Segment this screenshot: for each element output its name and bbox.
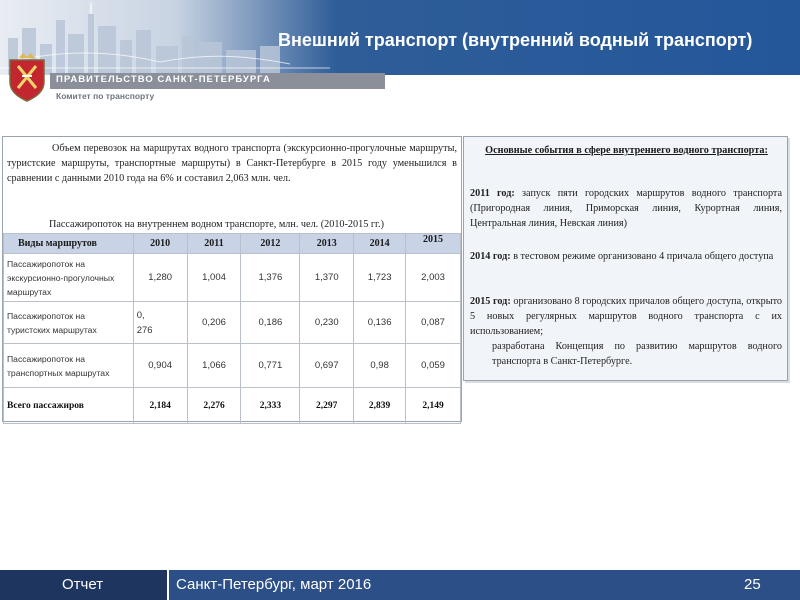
- table-row: [4, 302, 461, 344]
- table-row: [4, 344, 461, 388]
- footer-city-date: Санкт-Петербург, март 2016: [176, 576, 372, 593]
- event-year: 2011 год:: [470, 188, 515, 199]
- event-year: 2015 год:: [470, 296, 511, 307]
- table-cell: 0,771: [241, 344, 300, 388]
- column-header: 2014: [354, 234, 406, 254]
- table-header-row: [4, 234, 461, 254]
- header-banner: [0, 0, 800, 75]
- event-text: в тестовом режиме организовано 4 причала общего доступа: [513, 251, 774, 262]
- table-cell: 2,297: [300, 388, 354, 424]
- key-events-panel: [463, 136, 788, 381]
- table-cell: 1,723: [354, 254, 406, 302]
- page-title: Внешний транспорт (внутренний водный транспорт): [278, 30, 753, 50]
- table-cell: 0,697: [300, 344, 354, 388]
- event-text: запуск пяти городских маршрутов водного транспорта (Пригородная линия, Приморская линия, Курортная линия, Центральная линия, Невская линия): [470, 188, 782, 229]
- passenger-flow-table: [3, 233, 461, 424]
- government-label: ПРАВИТЕЛЬСТВО САНКТ-ПЕТЕРБУРГА: [56, 74, 271, 85]
- committee-label: Комитет по транспорту: [56, 91, 155, 101]
- table-cell: 1,376: [241, 254, 300, 302]
- table-cell: 2,003: [406, 254, 461, 302]
- column-header: 2011: [187, 234, 241, 254]
- table-cell: 0,059: [406, 344, 461, 388]
- row-label: Пассажиропоток на экскурсионно-прогулочных маршрутах: [4, 254, 134, 302]
- slide-header: [0, 0, 800, 108]
- event-item: [470, 186, 782, 231]
- column-header: 2010: [133, 234, 187, 254]
- column-header: 2015: [406, 234, 461, 254]
- event-year: 2014 год:: [470, 251, 511, 262]
- column-header: Виды маршрутов: [4, 234, 134, 254]
- table-cell: 0,206: [187, 302, 241, 344]
- passenger-flow-panel: [2, 136, 462, 422]
- row-label: Пассажиропоток на транспортных маршрутах: [4, 344, 134, 388]
- table-cell: 2,333: [241, 388, 300, 424]
- footer-report-label: Отчет: [62, 576, 104, 593]
- event-item: [470, 249, 782, 264]
- table-cell: 1,004: [187, 254, 241, 302]
- table-cell: 0,186: [241, 302, 300, 344]
- page-number: 25: [744, 576, 761, 593]
- table-cell: 1,280: [133, 254, 187, 302]
- table-cell: 1,066: [187, 344, 241, 388]
- table-cell: 2,276: [187, 388, 241, 424]
- table-cell: 0,98: [354, 344, 406, 388]
- table-total-row: [4, 388, 461, 424]
- intro-paragraph: Объем перевозок на маршрутах водного транспорта (экскурсионно-прогулочные маршруты, туристские маршруты, транспортные маршруты) в Санкт-Петербурге в 2015 году уменьшился в сравнении с данными 2010 года на 6% и составил 2,063 млн. чел.: [7, 143, 457, 184]
- table-cell: 2,184: [133, 388, 187, 424]
- city-emblem-icon: [4, 52, 50, 102]
- table-cell: 2,149: [406, 388, 461, 424]
- event-item: [470, 294, 782, 369]
- table-cell: 0, 276: [133, 302, 187, 344]
- table-cell: 0,230: [300, 302, 354, 344]
- row-label: Пассажиропоток на туристских маршрутах: [4, 302, 134, 344]
- event-text: организовано 8 городских причалов общего доступа, открыто 5 новых регулярных маршрутов водного транспорта с их использованием;: [470, 296, 783, 337]
- table-cell: 0,136: [354, 302, 406, 344]
- table-caption: Пассажиропоток на внутреннем водном транспорте, млн. чел. (2010-2015 гг.): [49, 219, 384, 230]
- table-cell: 1,370: [300, 254, 354, 302]
- table-cell: 0,087: [406, 302, 461, 344]
- table-row: [4, 254, 461, 302]
- row-label: Всего пассажиров: [4, 388, 134, 424]
- event-extra-text: разработана Концепция по развитию маршрутов водного транспорта в Санкт-Петербурге.: [492, 341, 782, 367]
- slide-footer: [0, 570, 800, 600]
- table-cell: 2,839: [354, 388, 406, 424]
- events-title: Основные события в сфере внутреннего водного транспорта:: [485, 145, 768, 156]
- table-cell: 0,904: [133, 344, 187, 388]
- column-header: 2013: [300, 234, 354, 254]
- column-header: 2012: [241, 234, 300, 254]
